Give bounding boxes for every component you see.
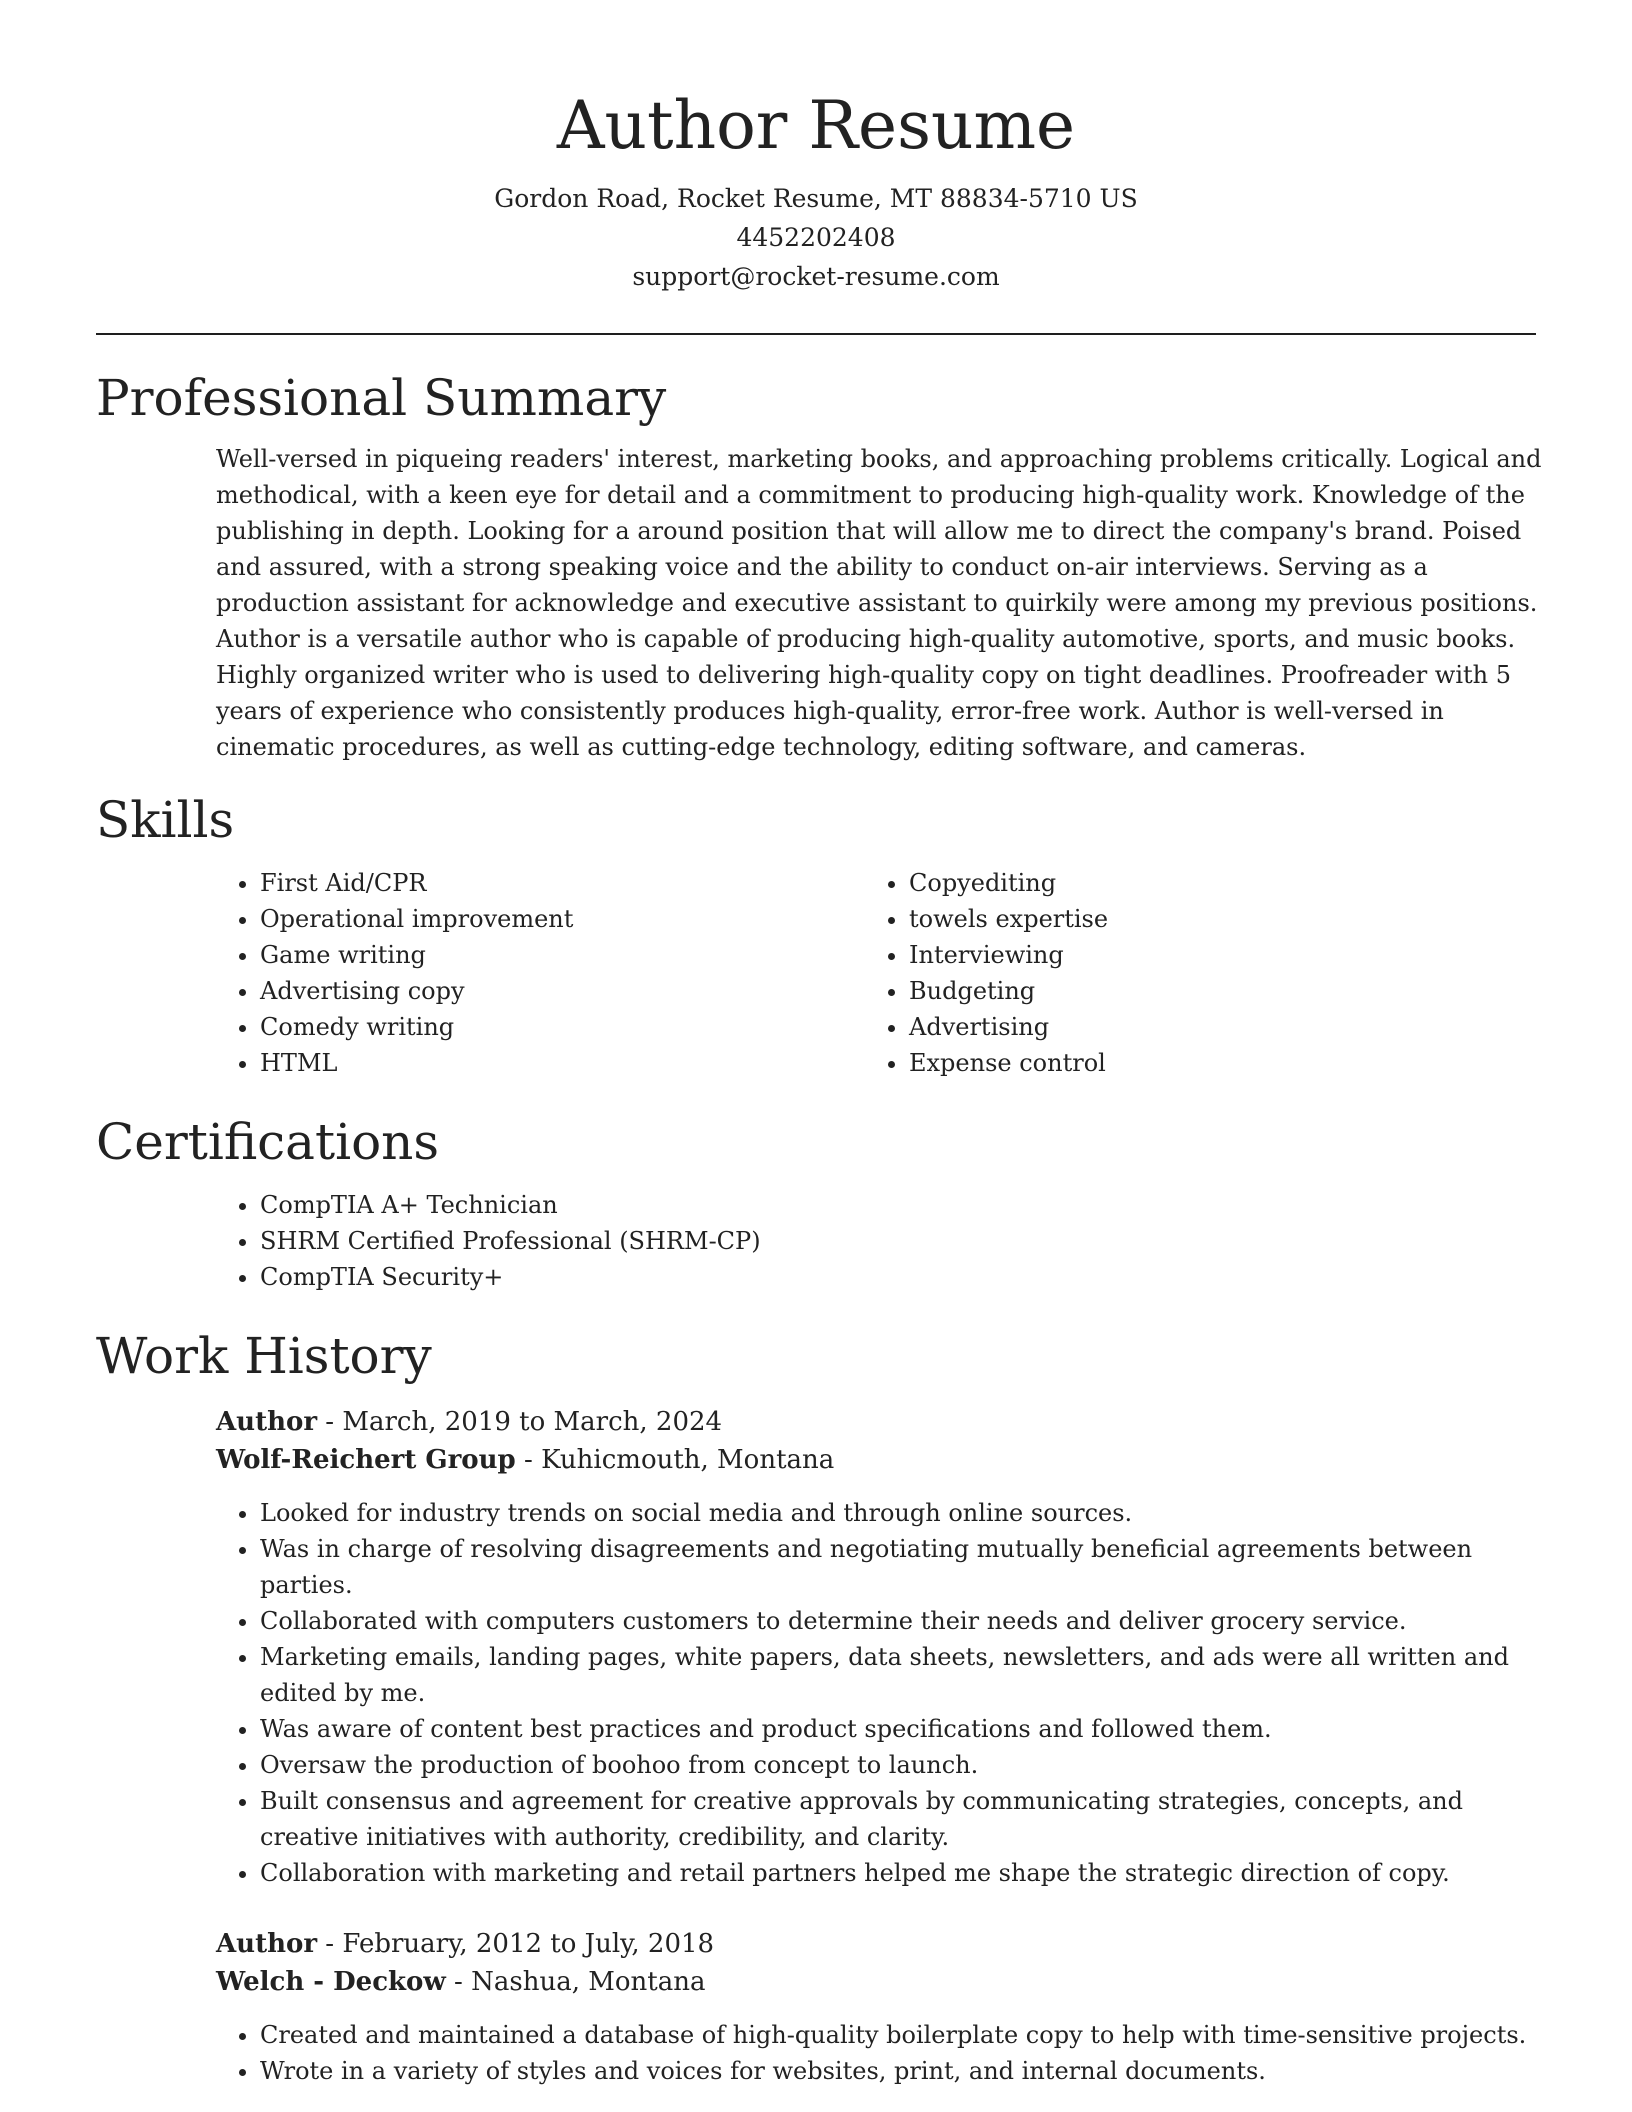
- job-dates: - February, 2012 to July, 2018: [317, 1929, 715, 1959]
- skill-item: • Interviewing: [909, 937, 1514, 973]
- job-bullet: • Was aware of content best practices and product specifications and followed them.: [260, 1711, 1536, 1747]
- skill-item: • Advertising copy: [260, 973, 865, 1009]
- skill-item: • Operational improvement: [260, 901, 865, 937]
- job-bullet: • Built consensus and agreement for creative approvals by communicating strategies, concepts, and creative initiatives with authority, credibility, and clarity.: [260, 1783, 1536, 1855]
- job-bullet: • Collaborated with computers customers to determine their needs and deliver grocery service.: [260, 1603, 1536, 1639]
- job-bullet: • Collaboration with marketing and retail partners helped me shape the strategic direction of copy.: [260, 1855, 1536, 1891]
- job-bullets: [216, 2017, 1536, 2089]
- skill-item: • Game writing: [260, 937, 865, 973]
- skills-list: [216, 865, 1536, 1081]
- header-divider: [96, 333, 1536, 335]
- job-company-line: [216, 1963, 1536, 2001]
- skills-heading: Skills: [96, 791, 235, 849]
- job-dates: - March, 2019 to March, 2024: [317, 1407, 723, 1437]
- job-entry: [216, 1925, 1536, 2089]
- resume-page: [96, 0, 1542, 2089]
- job-company-line: [216, 1441, 1536, 1479]
- skill-item: • Budgeting: [909, 973, 1514, 1009]
- job-bullet: • Created and maintained a database of high-quality boilerplate copy to help with time-sensitive projects.: [260, 2017, 1536, 2053]
- job-location: - Nashua, Montana: [445, 1967, 706, 1997]
- job-role-line: [216, 1403, 1536, 1441]
- job-role: Author: [216, 1407, 318, 1437]
- job-location: - Kuhicmouth, Montana: [515, 1445, 835, 1475]
- job-role: Author: [216, 1929, 318, 1959]
- job-bullet: • Wrote in a variety of styles and voices for websites, print, and internal documents.: [260, 2053, 1536, 2089]
- skill-item: • towels expertise: [909, 901, 1514, 937]
- certifications-list: [216, 1187, 1536, 1295]
- skill-item: • First Aid/CPR: [260, 865, 865, 901]
- certifications-heading: Certifications: [96, 1113, 440, 1171]
- job-company: Wolf-Reichert Group: [216, 1445, 516, 1475]
- contact-email: support@rocket-resume.com: [632, 262, 1000, 291]
- certification-item: • CompTIA A+ Technician: [260, 1187, 1536, 1223]
- skill-item: • Comedy writing: [260, 1009, 865, 1045]
- summary-text: Well-versed in piqueing readers' interest, marketing books, and approaching problems critically. Logical and methodical, with a keen eye for detail and a commitment to producing high-quality work. Knowledge of the publishing in depth. Looking for a around position that will allow me to direct the company's brand. Poised and assured, with a strong speaking voice and the ability to conduct on-air interviews. Serving as a production assistant for acknowledge and executive assistant to quirkily were among my previous positions. Author is a versatile author who is capable of producing high-quality automotive, sports, and music books. Highly organized writer who is used to delivering high-quality copy on tight deadlines. Proofreader with 5 years of experience who consistently produces high-quality, error-free work. Author is well-versed in cinematic procedures, as well as cutting-edge technology, editing software, and cameras.: [216, 445, 1542, 761]
- job-bullet: • Was in charge of resolving disagreements and negotiating mutually beneficial agreements between parties.: [260, 1531, 1536, 1603]
- job-bullets: [216, 1495, 1536, 1891]
- contact-phone: 4452202408: [736, 223, 896, 252]
- job-bullet: • Looked for industry trends on social media and through online sources.: [260, 1495, 1536, 1531]
- resume-title: Author Resume: [556, 87, 1076, 164]
- skill-item: • Advertising: [909, 1009, 1514, 1045]
- resume-header: [96, 0, 1536, 296]
- skill-item: • Expense control: [909, 1045, 1514, 1081]
- skills-column-right: [865, 865, 1514, 1081]
- job-entry: [216, 1403, 1536, 1891]
- job-company: Welch - Deckow: [216, 1967, 446, 1997]
- job-bullet: • Marketing emails, landing pages, white papers, data sheets, newsletters, and ads were all written and edited by me.: [260, 1639, 1536, 1711]
- work-history-heading: Work History: [96, 1327, 432, 1385]
- job-bullet: • Oversaw the production of boohoo from concept to launch.: [260, 1747, 1536, 1783]
- contact-address: Gordon Road, Rocket Resume, MT 88834-5710 US: [494, 184, 1138, 213]
- skills-column-left: [216, 865, 865, 1081]
- certification-item: • SHRM Certified Professional (SHRM-CP): [260, 1223, 1536, 1259]
- skill-item: • Copyediting: [909, 865, 1514, 901]
- certification-item: • CompTIA Security+: [260, 1259, 1536, 1295]
- job-role-line: [216, 1925, 1536, 1963]
- skill-item: • HTML: [260, 1045, 865, 1081]
- summary-heading: Professional Summary: [96, 369, 667, 427]
